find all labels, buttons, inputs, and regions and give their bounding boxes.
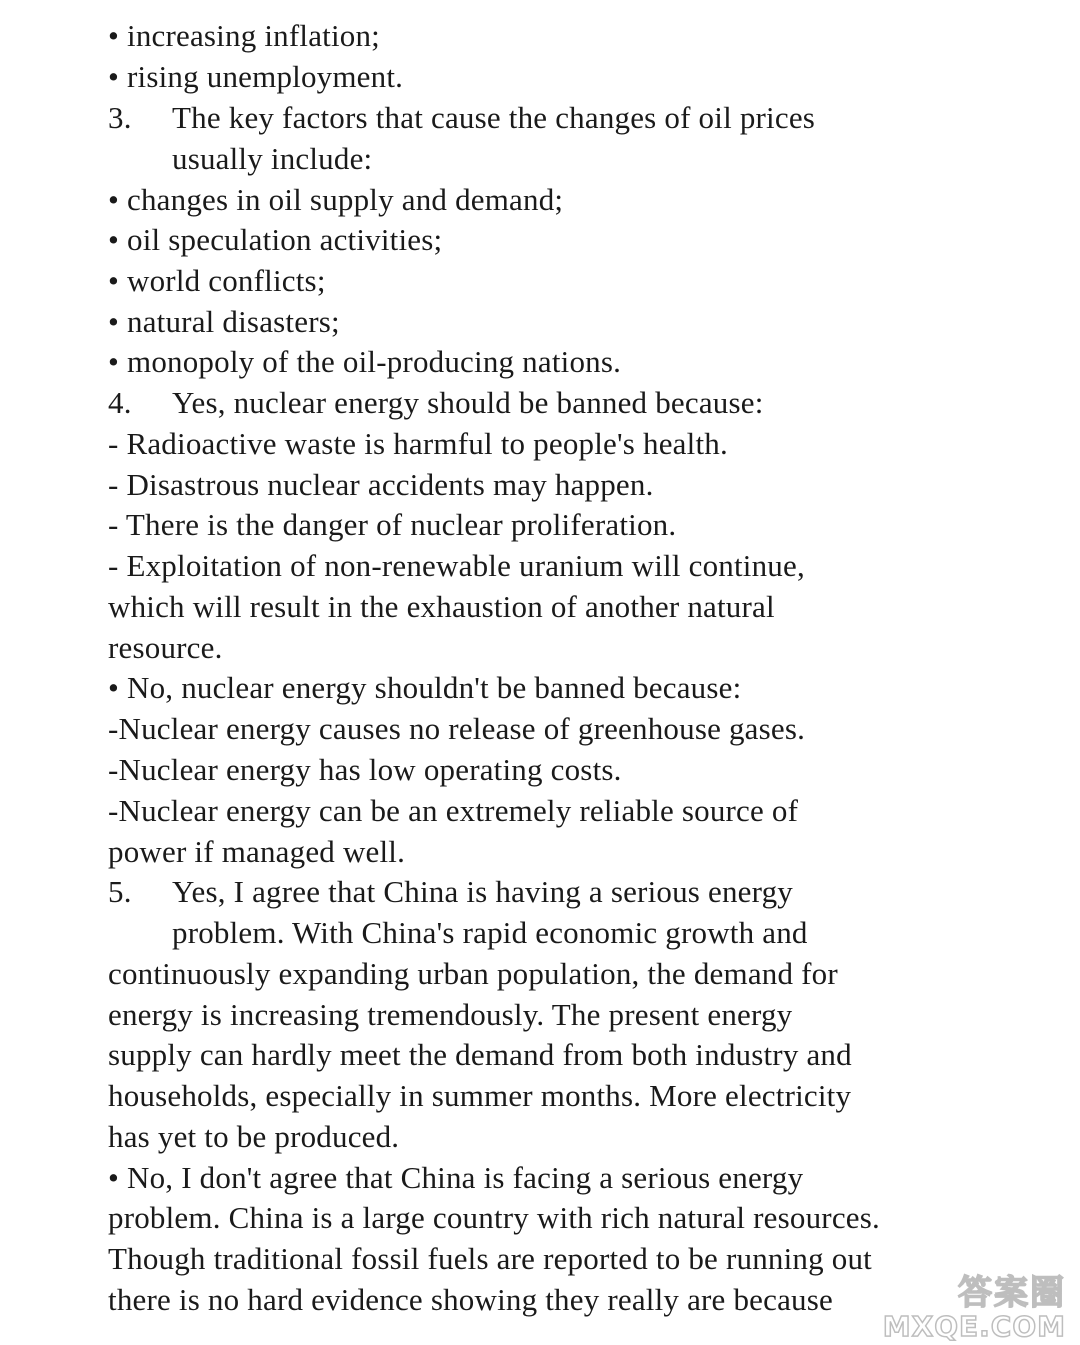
text-line: continuously expanding urban population, the demand for <box>108 956 838 991</box>
text-line: - Radioactive waste is harmful to people's health. <box>108 426 728 461</box>
text-line: • increasing inflation; <box>108 18 380 53</box>
numbered-item-3 <box>108 98 815 138</box>
text-line: problem. China is a large country with rich natural resources. <box>108 1200 880 1235</box>
text-line: - There is the danger of nuclear proliferation. <box>108 507 677 542</box>
text-line: • monopoly of the oil-producing nations. <box>108 344 622 379</box>
watermark-url-text: MXQE.COM <box>882 1310 1066 1343</box>
text-line: problem. With China's rapid economic growth and <box>172 915 808 950</box>
text-line: • natural disasters; <box>108 304 340 339</box>
watermark-logo-text: 答案圈 <box>958 1273 1066 1313</box>
site-watermark <box>882 1265 1066 1343</box>
item-number: 4. <box>108 385 132 420</box>
text-line: • oil speculation activities; <box>108 222 443 257</box>
text-line: power if managed well. <box>108 834 406 869</box>
text-line: -Nuclear energy causes no release of greenhouse gases. <box>108 711 806 746</box>
text-line: has yet to be produced. <box>108 1119 400 1154</box>
text-line: • changes in oil supply and demand; <box>108 182 564 217</box>
text-line: - Disastrous nuclear accidents may happen. <box>108 467 654 502</box>
text-line: supply can hardly meet the demand from both industry and <box>108 1037 852 1072</box>
text-line: Though traditional fossil fuels are reported to be running out <box>108 1241 872 1276</box>
item-number: 5. <box>108 874 132 909</box>
text-line: there is no hard evidence showing they really are because <box>108 1282 833 1317</box>
numbered-item-5 <box>108 872 793 912</box>
text-line: -Nuclear energy can be an extremely reliable source of <box>108 793 799 828</box>
text-line: resource. <box>108 630 223 665</box>
numbered-item-4 <box>108 383 764 423</box>
text-line: - Exploitation of non-renewable uranium will continue, <box>108 548 805 583</box>
text-line: The key factors that cause the changes of oil prices <box>172 100 816 135</box>
text-line: • No, nuclear energy shouldn't be banned because: <box>108 670 742 705</box>
text-line: Yes, I agree that China is having a serious energy <box>172 874 793 909</box>
text-line: • rising unemployment. <box>108 59 404 94</box>
text-line: • world conflicts; <box>108 263 326 298</box>
text-line: households, especially in summer months. More electricity <box>108 1078 852 1113</box>
text-line: Yes, nuclear energy should be banned because: <box>172 385 764 420</box>
text-line: • No, I don't agree that China is facing a serious energy <box>108 1160 804 1195</box>
text-line: which will result in the exhaustion of another natural <box>108 589 775 624</box>
text-line: energy is increasing tremendously. The present energy <box>108 997 793 1032</box>
text-line: usually include: <box>172 141 373 176</box>
item-number: 3. <box>108 100 132 135</box>
text-line: -Nuclear energy has low operating costs. <box>108 752 622 787</box>
